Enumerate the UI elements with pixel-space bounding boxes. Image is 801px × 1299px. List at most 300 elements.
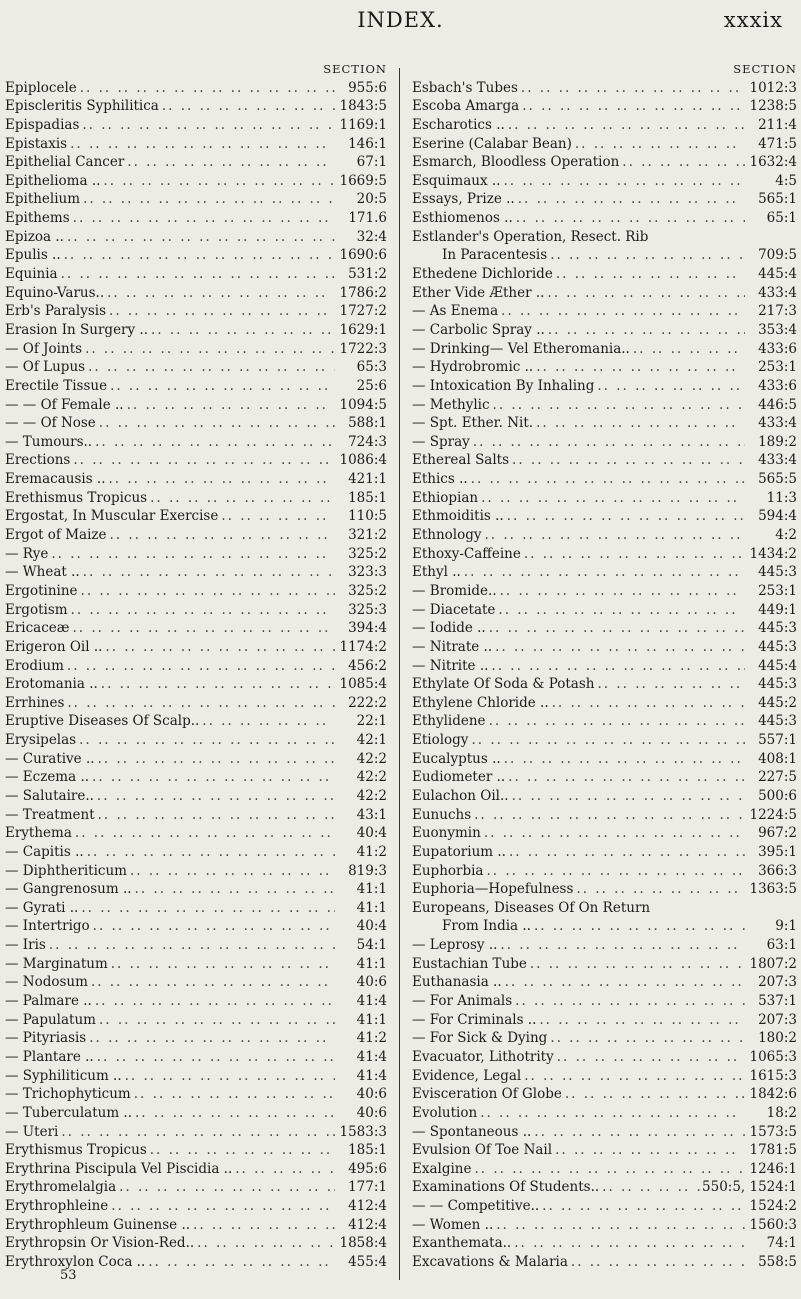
index-entry xyxy=(412,601,799,620)
section-reference: 171.6 xyxy=(348,210,387,227)
section-reference: 819:3 xyxy=(348,862,387,879)
index-entry xyxy=(412,451,799,470)
entry-label: Equinia xyxy=(5,266,58,283)
index-entry xyxy=(412,489,799,508)
index-entry xyxy=(412,209,799,228)
leader-dots xyxy=(96,1011,335,1030)
leader-dots xyxy=(498,302,745,321)
index-entry xyxy=(412,582,799,601)
leader-dots xyxy=(107,526,335,545)
entry-label: — Diphtheriticum xyxy=(5,862,127,879)
index-entry xyxy=(5,657,389,676)
entry-label: Erasion In Surgery .. xyxy=(5,321,149,338)
index-entry xyxy=(5,880,389,899)
index-entry xyxy=(5,806,389,825)
section-reference: 1524:2 xyxy=(749,1198,797,1215)
index-entry xyxy=(412,787,799,806)
section-reference: 1786:2 xyxy=(339,284,387,301)
leader-dots xyxy=(94,787,335,806)
index-entry xyxy=(5,1067,389,1086)
section-reference: 41:2 xyxy=(356,843,387,860)
section-reference: 40:6 xyxy=(356,1086,387,1103)
column-divider xyxy=(399,68,400,1280)
entry-label: Equino-Varus.. xyxy=(5,284,105,301)
index-entry xyxy=(5,768,389,787)
section-reference: 41:1 xyxy=(356,1011,387,1028)
leader-dots xyxy=(544,284,745,303)
section-reference: 325:2 xyxy=(348,582,387,599)
section-reference: 321:2 xyxy=(348,527,387,544)
index-entry xyxy=(412,1011,799,1030)
index-entry xyxy=(5,1085,389,1104)
entry-label: Ericaceæ xyxy=(5,620,70,637)
leader-dots xyxy=(131,1085,335,1104)
leader-dots xyxy=(478,489,745,508)
section-reference: 594:4 xyxy=(758,508,797,525)
leader-dots xyxy=(80,563,335,582)
section-reference: 1669:5 xyxy=(339,172,387,189)
section-reference: 449:1 xyxy=(758,601,797,618)
section-reference: 537:1 xyxy=(758,993,797,1010)
index-entry xyxy=(412,1234,799,1253)
index-entry xyxy=(412,1085,799,1104)
section-reference: 110:5 xyxy=(348,508,387,525)
entry-label: Euphorbia xyxy=(412,862,484,879)
leader-dots xyxy=(232,1160,335,1179)
index-entry xyxy=(5,1029,389,1048)
entry-label: Epulis .. xyxy=(5,247,61,264)
section-reference: 565:5 xyxy=(758,471,797,488)
index-entry xyxy=(5,638,389,657)
leader-dots xyxy=(468,470,745,489)
index-entry xyxy=(412,507,799,526)
entry-label: Erysipelas xyxy=(5,732,77,749)
entry-label: Esquimaux .. xyxy=(412,172,501,189)
entry-label: Escoba Amarga xyxy=(412,98,520,115)
index-entry xyxy=(412,768,799,787)
index-entry xyxy=(5,153,389,172)
leader-dots xyxy=(106,470,336,489)
index-entry xyxy=(5,414,389,433)
section-reference: 1560:3 xyxy=(749,1216,797,1233)
leader-dots xyxy=(127,862,335,881)
index-entry xyxy=(5,190,389,209)
entry-label: — Iodide .. xyxy=(412,620,486,637)
leader-dots xyxy=(132,880,335,899)
entry-label: Ethoxy-Caffeine xyxy=(412,545,521,562)
leader-dots xyxy=(89,768,335,787)
section-reference: 558:5 xyxy=(758,1254,797,1270)
section-column-header: SECTION xyxy=(323,62,387,76)
section-reference: 325:2 xyxy=(348,545,387,562)
leader-dots xyxy=(70,451,335,470)
leader-dots xyxy=(501,750,745,769)
leader-dots xyxy=(518,79,745,98)
entry-label: Ether Vide Æther .. xyxy=(412,284,545,301)
index-entry xyxy=(412,265,799,284)
index-entry xyxy=(5,601,389,620)
leader-dots xyxy=(486,712,745,731)
entry-label: Ethylidene xyxy=(412,713,486,730)
entry-label: Epistaxis xyxy=(5,135,68,152)
leader-dots xyxy=(573,880,745,899)
entry-label: Escharotics .. xyxy=(412,116,505,133)
section-reference: 445:2 xyxy=(758,694,797,711)
index-entry xyxy=(412,619,799,638)
leader-dots xyxy=(108,1197,335,1216)
leader-dots xyxy=(461,563,745,582)
index-entry xyxy=(5,358,389,377)
leader-dots xyxy=(85,358,335,377)
entry-label: — Eczema .. xyxy=(5,769,90,786)
leader-dots xyxy=(533,414,745,433)
leader-dots xyxy=(106,302,335,321)
index-entry xyxy=(412,750,799,769)
leader-dots xyxy=(218,507,335,526)
index-entry xyxy=(412,526,799,545)
section-reference: 1012:3 xyxy=(749,79,797,96)
leader-dots xyxy=(512,992,745,1011)
leader-dots xyxy=(483,862,745,881)
section-reference: 433:4 xyxy=(758,452,797,469)
section-column-header: SECTION xyxy=(733,62,797,76)
section-reference: 1246:1 xyxy=(749,1160,797,1177)
right-entry-list xyxy=(412,79,799,1272)
index-entry xyxy=(412,731,799,750)
leader-dots xyxy=(549,694,745,713)
index-entry xyxy=(5,787,389,806)
entry-label: Ethnology xyxy=(412,527,482,544)
leader-dots xyxy=(471,1160,745,1179)
index-entry xyxy=(5,619,389,638)
index-entry xyxy=(5,1197,389,1216)
entry-label: — As Enema xyxy=(412,303,499,320)
entry-label: Erythrophleine xyxy=(5,1198,109,1215)
leader-dots xyxy=(497,936,745,955)
entry-label: Erethismus Tropicus xyxy=(5,489,148,506)
section-reference: 1174:2 xyxy=(339,638,387,655)
left-entry-list xyxy=(5,79,389,1272)
leader-dots xyxy=(98,675,335,694)
leader-dots xyxy=(86,1029,335,1048)
section-reference: 185:1 xyxy=(348,489,387,506)
leader-dots xyxy=(547,246,745,265)
leader-dots xyxy=(79,116,335,135)
entry-label: Erythismus Tropicus xyxy=(5,1142,147,1159)
leader-dots xyxy=(64,228,335,247)
section-reference: 207:3 xyxy=(758,1011,797,1028)
leader-dots xyxy=(194,1234,335,1253)
index-entry xyxy=(5,973,389,992)
section-reference: 41:1 xyxy=(356,955,387,972)
index-entry xyxy=(5,694,389,713)
entry-label: Erodium xyxy=(5,657,64,674)
index-entry xyxy=(412,824,799,843)
leader-dots xyxy=(490,396,745,415)
entry-label: — — Of Nose xyxy=(5,415,96,432)
entry-label: — Carbolic Spray .. xyxy=(412,321,545,338)
entry-label: Erigeron Oil .. xyxy=(5,638,103,655)
index-entry xyxy=(412,862,799,881)
section-reference: 394:4 xyxy=(348,620,387,637)
section-reference: 22:1 xyxy=(356,713,387,730)
index-entry xyxy=(5,731,389,750)
leader-dots xyxy=(531,1123,745,1142)
index-entry xyxy=(5,302,389,321)
entry-label: — Rye xyxy=(5,545,49,562)
entry-label: Epithelial Cancer xyxy=(5,154,125,171)
page-number: xxxix xyxy=(723,8,783,32)
leader-dots xyxy=(46,936,335,955)
entry-label: — Papulatum xyxy=(5,1011,96,1028)
index-entry xyxy=(412,358,799,377)
section-reference: 433:6 xyxy=(758,340,797,357)
section-reference: 11:3 xyxy=(766,489,797,506)
leader-dots xyxy=(69,619,335,638)
entry-label: Erythema xyxy=(5,825,72,842)
entry-label: Euphoria—Hopefulness xyxy=(412,881,574,898)
entry-label: — Marginatum xyxy=(5,955,108,972)
entry-label: Examinations Of Students.. xyxy=(412,1179,600,1196)
index-entry xyxy=(412,190,799,209)
section-reference: 455:4 xyxy=(348,1254,387,1270)
leader-dots xyxy=(78,582,335,601)
leader-dots xyxy=(554,1048,745,1067)
section-reference: 1858:4 xyxy=(339,1235,387,1252)
leader-dots xyxy=(562,1085,745,1104)
index-entry xyxy=(5,1178,389,1197)
leader-dots xyxy=(102,638,335,657)
entry-label: Erections xyxy=(5,452,71,469)
section-reference: 395:1 xyxy=(758,843,797,860)
section-reference: 41:4 xyxy=(356,1067,387,1084)
section-reference: 41:2 xyxy=(356,1030,387,1047)
entry-label: — Diacetate xyxy=(412,601,496,618)
section-reference: 456:2 xyxy=(348,657,387,674)
leader-dots xyxy=(68,601,335,620)
entry-label: Estlander's Operation, Resect. Rib xyxy=(412,228,649,245)
section-reference: 1632:4 xyxy=(749,154,797,171)
leader-dots xyxy=(92,992,335,1011)
leader-dots xyxy=(90,917,335,936)
index-entry xyxy=(5,228,389,247)
leader-dots xyxy=(190,1216,335,1235)
leader-dots xyxy=(132,1104,335,1123)
leader-dots xyxy=(594,377,745,396)
leader-dots xyxy=(124,396,335,415)
section-reference: 495:6 xyxy=(348,1160,387,1177)
leader-dots xyxy=(100,172,335,191)
section-reference: 588:1 xyxy=(348,415,387,432)
leader-dots xyxy=(533,358,745,377)
entry-label: Esmarch, Bloodless Operation xyxy=(412,154,620,171)
entry-label: — Wheat .. xyxy=(5,564,80,581)
index-entry xyxy=(5,97,389,116)
leader-dots xyxy=(527,955,745,974)
section-reference: 25:6 xyxy=(356,377,387,394)
section-reference: 408:1 xyxy=(758,750,797,767)
entry-label: — Nitrate .. xyxy=(412,638,493,655)
index-entry xyxy=(412,1067,799,1086)
entry-label: Ergostat, In Muscular Exercise xyxy=(5,508,219,525)
leader-dots xyxy=(82,340,335,359)
leader-dots xyxy=(88,973,335,992)
leader-dots xyxy=(70,209,335,228)
section-reference: 1224:5 xyxy=(749,806,797,823)
index-entry xyxy=(412,806,799,825)
leader-dots xyxy=(504,507,745,526)
section-reference: 445:4 xyxy=(758,266,797,283)
entry-label: — Pityriasis xyxy=(5,1030,87,1047)
entry-label: Epispadias xyxy=(5,116,80,133)
entry-label: — Spray xyxy=(412,433,470,450)
section-reference: 445:3 xyxy=(758,620,797,637)
leader-dots xyxy=(64,657,335,676)
leader-dots xyxy=(599,1178,702,1197)
section-reference: 4:2 xyxy=(775,527,797,544)
entry-label: Esbach's Tubes xyxy=(412,79,518,96)
leader-dots xyxy=(500,172,745,191)
index-entry xyxy=(5,917,389,936)
leader-dots xyxy=(486,619,745,638)
index-entry xyxy=(412,470,799,489)
index-entry xyxy=(5,265,389,284)
index-entry xyxy=(412,1029,799,1048)
section-reference: 1238:5 xyxy=(749,98,797,115)
section-reference: 412:4 xyxy=(348,1216,387,1233)
entry-label: Ethiopian xyxy=(412,489,479,506)
index-entry xyxy=(412,1104,799,1123)
entry-label: — Iris xyxy=(5,937,46,954)
entry-label: Erythrina Piscipula Vel Piscidia .. xyxy=(5,1160,233,1177)
index-entry xyxy=(5,526,389,545)
leader-dots xyxy=(58,265,335,284)
signature-mark: 53 xyxy=(60,1268,77,1283)
entry-label: — Of Joints xyxy=(5,340,83,357)
index-entry xyxy=(412,302,799,321)
section-reference: 185:1 xyxy=(348,1142,387,1159)
leader-dots xyxy=(515,190,745,209)
index-entry xyxy=(412,563,799,582)
index-entry xyxy=(412,153,799,172)
entry-label: Essays, Prize .. xyxy=(412,191,515,208)
entry-label: From India .. xyxy=(442,918,531,935)
index-entry xyxy=(412,414,799,433)
section-reference: 177:1 xyxy=(348,1179,387,1196)
index-entry xyxy=(412,377,799,396)
section-reference: 366:3 xyxy=(758,862,797,879)
entry-label: — — Competitive.. xyxy=(412,1198,540,1215)
index-entry xyxy=(5,992,389,1011)
section-reference: 1363:5 xyxy=(749,881,797,898)
entry-label: Errhines xyxy=(5,694,65,711)
index-entry xyxy=(412,116,799,135)
index-entry xyxy=(5,209,389,228)
entry-label: — For Criminals .. xyxy=(412,1011,537,1028)
section-reference: 1690:6 xyxy=(339,247,387,264)
entry-label: Ergotinine xyxy=(5,582,78,599)
section-reference: 41:4 xyxy=(356,1048,387,1065)
section-reference: 1629:1 xyxy=(339,321,387,338)
index-entry xyxy=(5,1048,389,1067)
entry-label: Eupatorium .. xyxy=(412,843,506,860)
index-entry xyxy=(412,1216,799,1235)
section-reference: 967:2 xyxy=(758,825,797,842)
entry-label: Erectile Tissue xyxy=(5,377,108,394)
index-entry xyxy=(5,321,389,340)
index-entry xyxy=(5,489,389,508)
section-reference: 323:3 xyxy=(348,564,387,581)
section-reference: 531:2 xyxy=(348,266,387,283)
section-reference: 1085:4 xyxy=(339,676,387,693)
leader-dots xyxy=(122,1067,335,1086)
section-reference: 4:5 xyxy=(775,172,797,189)
entry-label: Evisceration Of Globe xyxy=(412,1086,562,1103)
leader-dots xyxy=(477,1104,745,1123)
entry-label: — Uteri xyxy=(5,1123,59,1140)
section-reference: 32:4 xyxy=(356,228,387,245)
index-entry xyxy=(412,694,799,713)
leader-dots xyxy=(553,265,745,284)
leader-dots xyxy=(61,246,335,265)
leader-dots xyxy=(147,1141,335,1160)
leader-dots xyxy=(488,657,745,676)
index-entry xyxy=(412,1123,799,1142)
entry-label: Exalgine xyxy=(412,1160,472,1177)
index-entry xyxy=(412,1141,799,1160)
entry-label: — Women .. xyxy=(412,1216,494,1233)
entry-label: Epithems xyxy=(5,210,70,227)
section-reference: 40:4 xyxy=(356,918,387,935)
index-entry xyxy=(5,936,389,955)
section-reference: 421:1 xyxy=(348,471,387,488)
index-entry xyxy=(5,470,389,489)
entry-label: — Trichophyticum xyxy=(5,1086,131,1103)
leader-dots xyxy=(92,433,335,452)
section-reference: 1094:5 xyxy=(339,396,387,413)
leader-dots xyxy=(482,526,745,545)
leader-dots xyxy=(630,340,745,359)
entry-label: Erythrophleum Guinense .. xyxy=(5,1216,191,1233)
leader-dots xyxy=(594,675,745,694)
left-column xyxy=(5,60,389,1272)
section-reference: 9:1 xyxy=(775,918,797,935)
index-entry xyxy=(5,79,389,98)
leader-dots xyxy=(568,1253,745,1272)
section-reference: 1434:2 xyxy=(749,545,797,562)
section-reference: 227:5 xyxy=(758,769,797,786)
index-entry xyxy=(5,899,389,918)
index-entry xyxy=(412,1178,799,1197)
index-entry xyxy=(412,135,799,154)
index-entry xyxy=(5,135,389,154)
index-entry xyxy=(412,973,799,992)
entry-label: — Palmare .. xyxy=(5,993,92,1010)
leader-dots xyxy=(96,414,335,433)
entry-label: Evacuator, Lithotrity xyxy=(412,1048,554,1065)
entry-label: In Paracentesis xyxy=(442,247,548,264)
index-entry xyxy=(5,1104,389,1123)
entry-label: Erythropsin Or Vision-Red.. xyxy=(5,1235,195,1252)
leader-dots xyxy=(95,750,335,769)
section-reference: 445:3 xyxy=(758,564,797,581)
entry-label: — Bromide.. xyxy=(412,582,497,599)
entry-label: — Gyrati .. xyxy=(5,899,79,916)
entry-label: Ethmoiditis .. xyxy=(412,508,504,525)
leader-dots xyxy=(159,97,335,116)
section-reference: 65:1 xyxy=(766,210,797,227)
index-entry xyxy=(5,545,389,564)
